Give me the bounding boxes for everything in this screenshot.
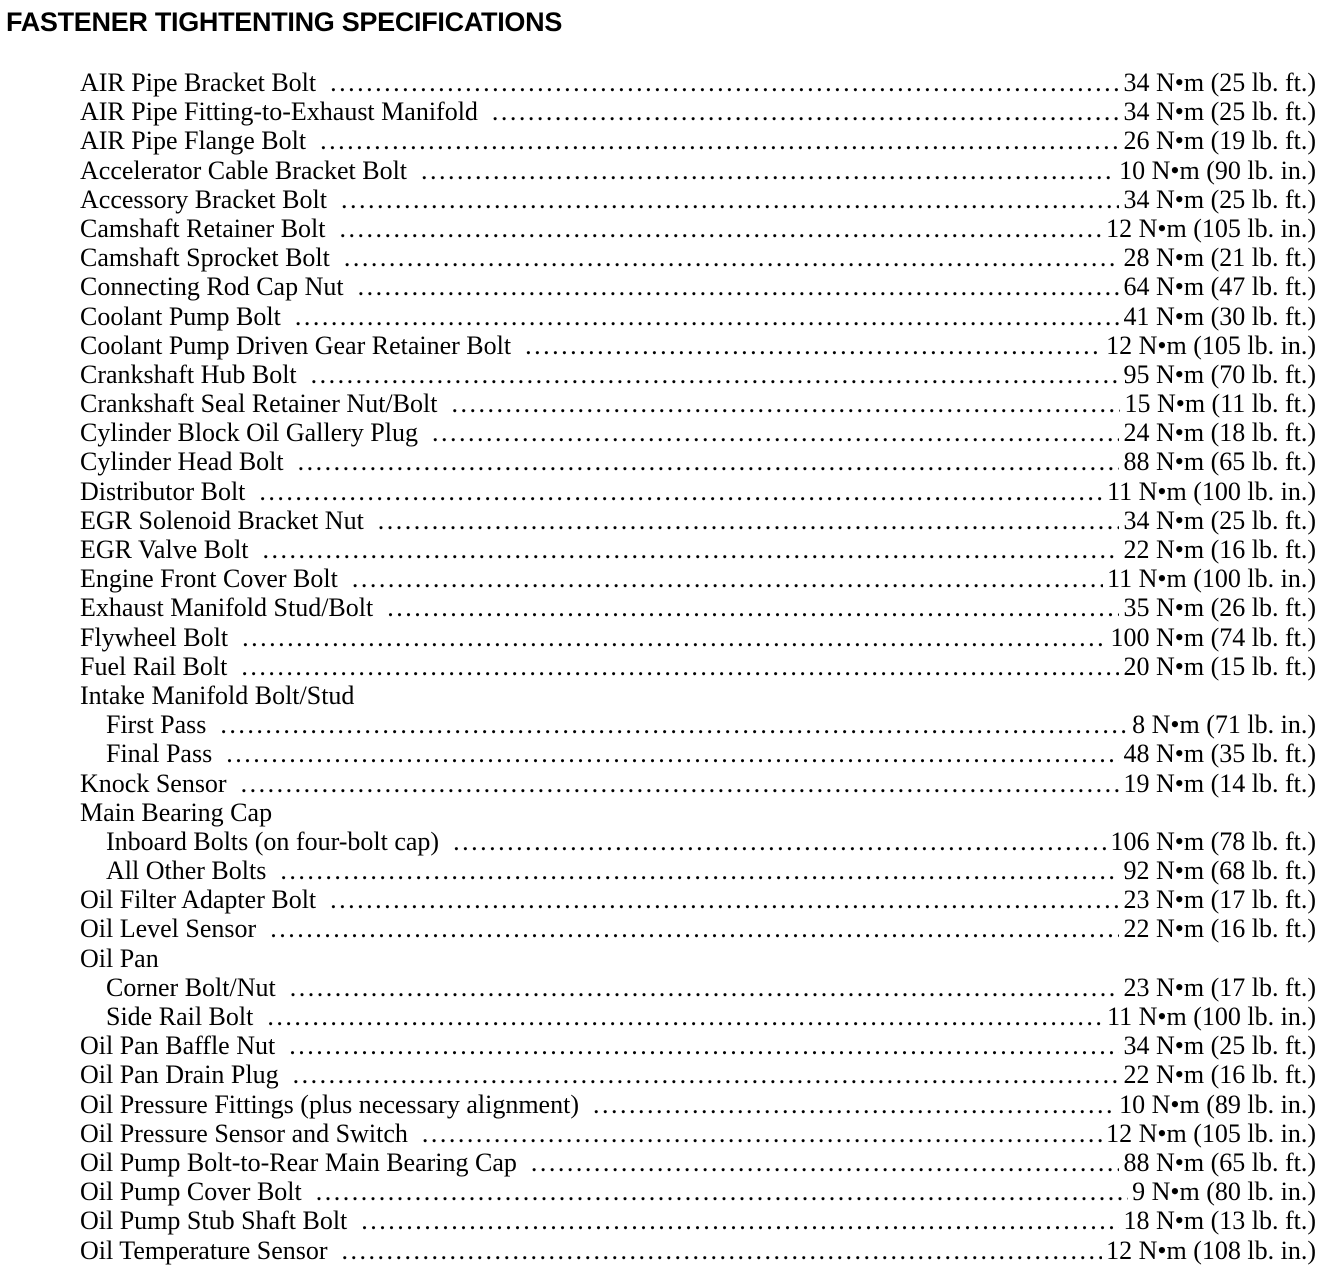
spec-label: Coolant Pump Bolt [80, 301, 281, 331]
spec-row [80, 564, 1316, 593]
torque-value: 18 N•m (13 lb. ft.) [1123, 1206, 1316, 1236]
torque-value: 34 N•m (25 lb. ft.) [1123, 1031, 1316, 1061]
torque-value: 41 N•m (30 lb. ft.) [1123, 301, 1316, 331]
spec-row [80, 418, 1316, 447]
spec-label: Corner Bolt/Nut [106, 972, 276, 1002]
spec-label: Oil Pan Baffle Nut [80, 1031, 276, 1061]
dot-leader [453, 827, 1106, 856]
dot-leader [492, 97, 1120, 126]
page-title: FASTENER TIGHTENTING SPECIFICATIONS [6, 7, 563, 37]
spec-row [80, 1031, 1316, 1060]
torque-value: 12 N•m (105 lb. in.) [1106, 330, 1316, 360]
spec-label: Knock Sensor [80, 768, 227, 798]
spec-label: Oil Pump Cover Bolt [80, 1177, 302, 1207]
spec-label: Oil Filter Adapter Bolt [80, 885, 317, 915]
spec-label: Side Rail Bolt [106, 1002, 254, 1031]
spec-label: EGR Valve Bolt [80, 535, 249, 564]
torque-value: 88 N•m (65 lb. ft.) [1123, 1147, 1316, 1177]
spec-subrow [80, 710, 1316, 739]
torque-value: 35 N•m (26 lb. ft.) [1123, 593, 1316, 623]
spec-label: Engine Front Cover Bolt [80, 564, 338, 594]
spec-subrow [80, 1002, 1316, 1031]
dot-leader [267, 1002, 1103, 1031]
spec-row [80, 535, 1316, 564]
dot-leader [378, 506, 1120, 535]
dot-leader [242, 623, 1106, 652]
spec-label: Oil Level Sensor [80, 914, 257, 944]
dot-leader [451, 389, 1120, 418]
dot-leader [531, 1148, 1120, 1177]
spec-subrow [80, 856, 1316, 885]
torque-value: 24 N•m (18 lb. ft.) [1123, 418, 1316, 448]
spec-row [80, 1060, 1316, 1089]
spec-row [80, 185, 1316, 214]
spec-label: Cylinder Head Bolt [80, 447, 284, 477]
dot-leader [241, 652, 1119, 681]
torque-value: 28 N•m (21 lb. ft.) [1123, 243, 1316, 273]
dot-leader [320, 126, 1119, 155]
torque-value: 100 N•m (74 lb. ft.) [1110, 622, 1316, 652]
torque-value: 92 N•m (68 lb. ft.) [1123, 856, 1316, 886]
spec-row [80, 243, 1316, 272]
dot-leader [352, 564, 1103, 593]
torque-value: 10 N•m (89 lb. in.) [1119, 1089, 1316, 1119]
spec-row [80, 1236, 1316, 1265]
dot-leader [289, 1031, 1119, 1060]
spec-label: Cylinder Block Oil Gallery Plug [80, 418, 418, 448]
torque-value: 22 N•m (16 lb. ft.) [1123, 1060, 1316, 1090]
dot-leader [263, 535, 1120, 564]
spec-label: Exhaust Manifold Stud/Bolt [80, 593, 374, 623]
dot-leader [316, 1177, 1128, 1206]
spec-label: Oil Pressure Fittings (plus necessary alignment) [80, 1089, 579, 1119]
torque-value: 8 N•m (71 lb. in.) [1132, 710, 1316, 740]
dot-leader [295, 302, 1120, 331]
dot-leader [330, 68, 1119, 97]
torque-value: 34 N•m (25 lb. ft.) [1123, 184, 1316, 214]
spec-subrow [80, 973, 1316, 1002]
spec-label: AIR Pipe Fitting-to-Exhaust Manifold [80, 97, 478, 127]
spec-row [80, 593, 1316, 622]
spec-label: AIR Pipe Flange Bolt [80, 126, 307, 156]
torque-value: 12 N•m (108 lb. in.) [1106, 1235, 1316, 1265]
spec-row [80, 156, 1316, 185]
spec-row [80, 914, 1316, 943]
spec-label: Camshaft Retainer Bolt [80, 213, 326, 243]
spec-row [80, 331, 1316, 360]
torque-value: 20 N•m (15 lb. ft.) [1123, 651, 1316, 681]
spec-subrow [80, 827, 1316, 856]
spec-label: Fuel Rail Bolt [80, 651, 228, 681]
spec-label: Oil Pan Drain Plug [80, 1060, 279, 1090]
dot-leader [330, 885, 1119, 914]
spec-row [80, 68, 1316, 97]
dot-leader [259, 477, 1103, 506]
spec-row [80, 1090, 1316, 1119]
spec-label: Oil Pump Stub Shaft Bolt [80, 1206, 348, 1236]
torque-value: 15 N•m (11 lb. ft.) [1124, 389, 1316, 419]
torque-value: 34 N•m (25 lb. ft.) [1123, 505, 1316, 535]
dot-leader [342, 1236, 1103, 1265]
spec-row [80, 214, 1316, 243]
dot-leader [358, 272, 1120, 301]
spec-row [80, 447, 1316, 476]
torque-value: 19 N•m (14 lb. ft.) [1123, 768, 1316, 798]
spec-row [80, 389, 1316, 418]
spec-row [80, 126, 1316, 155]
spec-label: Flywheel Bolt [80, 622, 229, 652]
spec-subrow [80, 739, 1316, 768]
dot-leader [220, 710, 1128, 739]
dot-leader [361, 1206, 1119, 1235]
spec-row [80, 1119, 1316, 1148]
spec-label: Connecting Rod Cap Nut [80, 272, 344, 302]
spec-group-heading [80, 944, 1316, 973]
spec-row [80, 652, 1316, 681]
spec-row [80, 769, 1316, 798]
torque-value: 12 N•m (105 lb. in.) [1106, 213, 1316, 243]
spec-label: Coolant Pump Driven Gear Retainer Bolt [80, 330, 512, 360]
spec-label: Final Pass [106, 739, 213, 769]
dot-leader [311, 360, 1120, 389]
spec-label: Crankshaft Seal Retainer Nut/Bolt [80, 389, 438, 419]
spec-label: Camshaft Sprocket Bolt [80, 243, 330, 273]
spec-label: Oil Pump Bolt-to-Rear Main Bearing Cap [80, 1147, 517, 1177]
dot-leader [340, 214, 1103, 243]
spec-group-heading [80, 681, 1316, 710]
torque-value: 9 N•m (80 lb. in.) [1132, 1177, 1316, 1207]
spec-label: Accelerator Cable Bracket Bolt [80, 155, 408, 185]
torque-value: 95 N•m (70 lb. ft.) [1123, 359, 1316, 389]
spec-row [80, 885, 1316, 914]
torque-value: 34 N•m (25 lb. ft.) [1123, 97, 1316, 127]
spec-row [80, 1148, 1316, 1177]
torque-value: 10 N•m (90 lb. in.) [1119, 155, 1316, 185]
dot-leader [344, 243, 1120, 272]
torque-value: 34 N•m (25 lb. ft.) [1123, 68, 1316, 97]
spec-row [80, 1177, 1316, 1206]
torque-value: 23 N•m (17 lb. ft.) [1123, 972, 1316, 1002]
spec-label: Accessory Bracket Bolt [80, 184, 327, 214]
spec-label: All Other Bolts [106, 856, 267, 886]
torque-value: 11 N•m (100 lb. in.) [1107, 564, 1316, 594]
spec-row [80, 97, 1316, 126]
spec-group-heading [80, 798, 1316, 827]
torque-value: 64 N•m (47 lb. ft.) [1123, 272, 1316, 302]
spec-label: Distributor Bolt [80, 476, 246, 506]
dot-leader [241, 769, 1120, 798]
spec-label: Inboard Bolts (on four-bolt cap) [106, 826, 440, 856]
spec-row [80, 506, 1316, 535]
dot-leader [270, 914, 1119, 943]
torque-value: 106 N•m (78 lb. ft.) [1110, 826, 1316, 856]
dot-leader [298, 447, 1120, 476]
spec-row [80, 302, 1316, 331]
dot-leader [226, 739, 1119, 768]
spec-row [80, 623, 1316, 652]
dot-leader [422, 1119, 1102, 1148]
spec-label: Crankshaft Hub Bolt [80, 359, 297, 389]
spec-row [80, 360, 1316, 389]
spec-row [80, 477, 1316, 506]
torque-value: 26 N•m (19 lb. ft.) [1123, 126, 1316, 156]
spec-label: Main Bearing Cap [80, 797, 273, 827]
spec-label: Intake Manifold Bolt/Stud [80, 680, 355, 710]
dot-leader [421, 156, 1115, 185]
spec-row [80, 272, 1316, 301]
spec-row [80, 1206, 1316, 1235]
torque-value: 88 N•m (65 lb. ft.) [1123, 447, 1316, 477]
dot-leader [293, 1060, 1120, 1089]
spec-label: Oil Pan [80, 943, 159, 973]
spec-label: Oil Temperature Sensor [80, 1235, 328, 1265]
dot-leader [593, 1090, 1115, 1119]
torque-value: 12 N•m (105 lb. in.) [1106, 1118, 1316, 1148]
spec-list [80, 68, 1316, 1265]
dot-leader [387, 593, 1119, 622]
dot-leader [432, 418, 1120, 447]
torque-value: 22 N•m (16 lb. ft.) [1123, 914, 1316, 944]
spec-label: First Pass [106, 710, 207, 740]
torque-value: 11 N•m (100 lb. in.) [1107, 1002, 1316, 1031]
dot-leader [280, 856, 1119, 885]
dot-leader [525, 331, 1102, 360]
torque-value: 23 N•m (17 lb. ft.) [1123, 885, 1316, 915]
dot-leader [290, 973, 1120, 1002]
torque-value: 22 N•m (16 lb. ft.) [1123, 535, 1316, 564]
spec-label: EGR Solenoid Bracket Nut [80, 505, 364, 535]
torque-value: 11 N•m (100 lb. in.) [1107, 476, 1316, 506]
spec-label: AIR Pipe Bracket Bolt [80, 68, 317, 97]
torque-value: 48 N•m (35 lb. ft.) [1123, 739, 1316, 769]
dot-leader [341, 185, 1120, 214]
spec-label: Oil Pressure Sensor and Switch [80, 1118, 408, 1148]
